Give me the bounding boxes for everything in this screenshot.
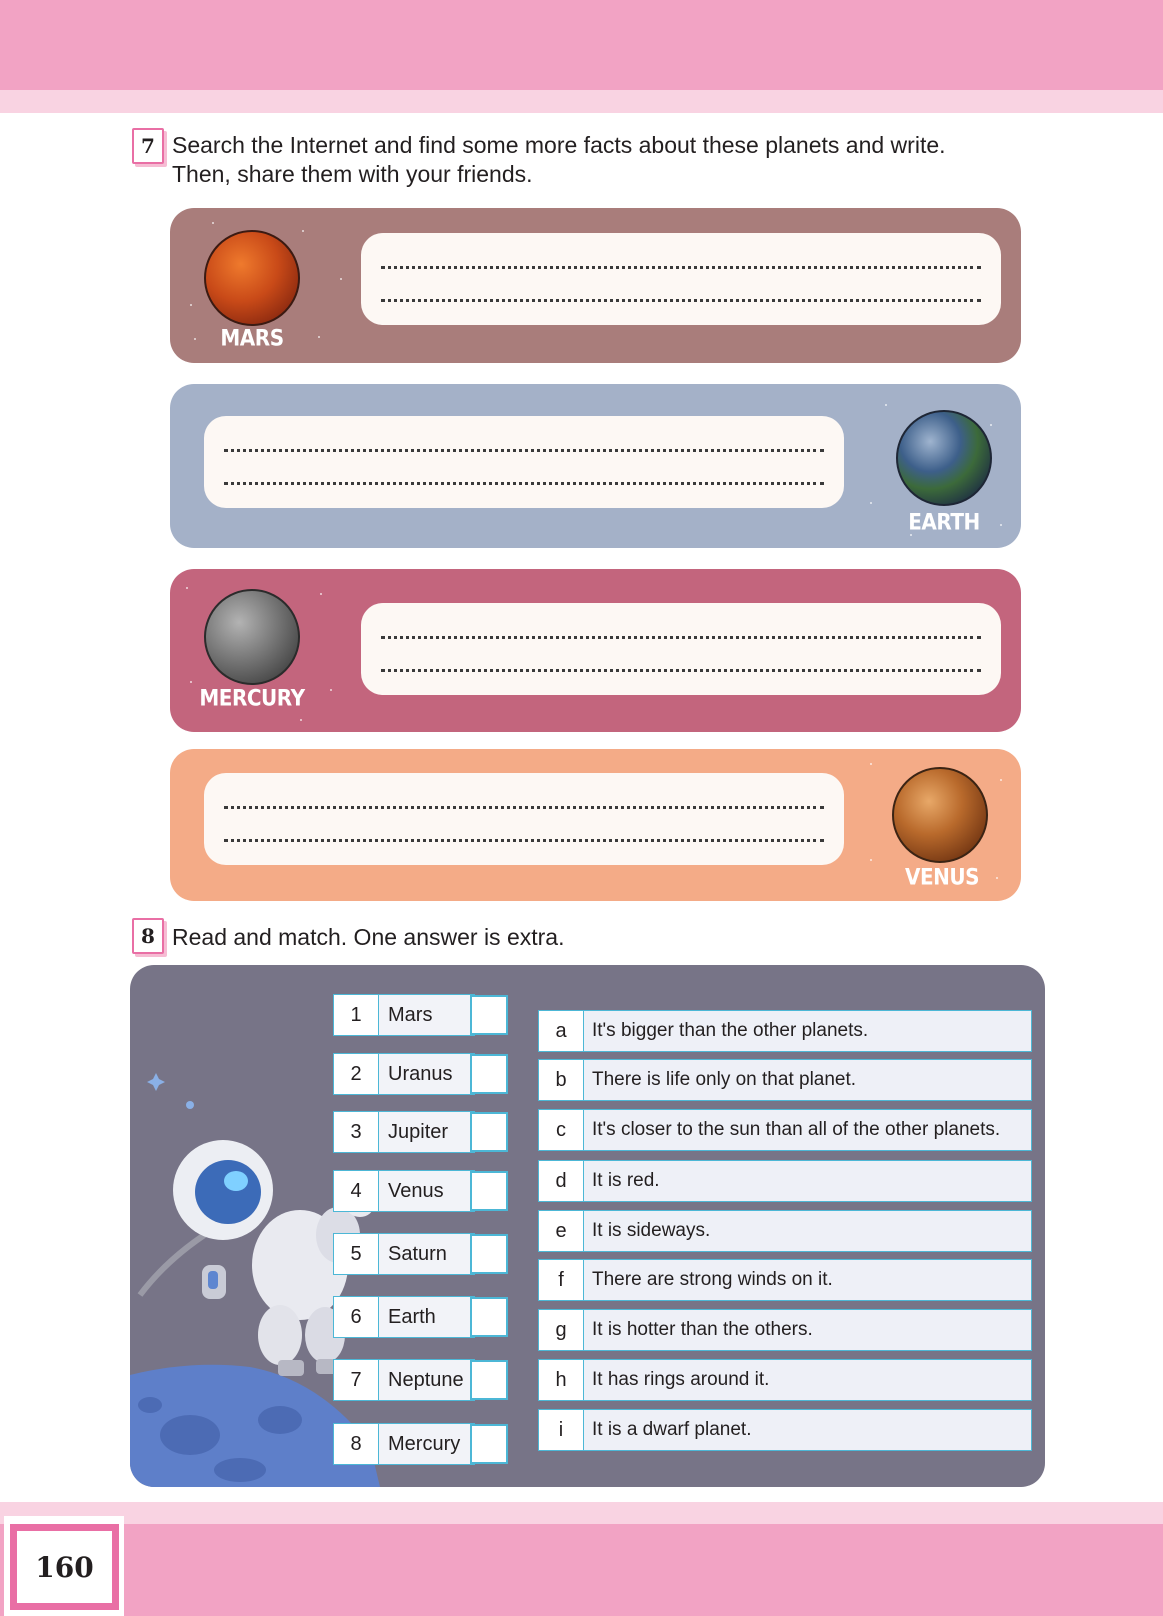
match-right-letter: d [538,1160,584,1202]
match-left-row-5 [333,1233,508,1275]
mars-planet-image [204,230,300,326]
match-answer-box-3[interactable] [470,1112,508,1152]
match-left-number: 3 [333,1111,379,1153]
mercury-planet-image [204,589,300,685]
match-right-letter: b [538,1059,584,1101]
match-left-name: Jupiter [379,1111,475,1153]
match-left-name: Uranus [379,1053,475,1095]
match-right-letter: h [538,1359,584,1401]
match-left-row-1 [333,994,508,1036]
match-left-number: 2 [333,1053,379,1095]
match-answer-box-4[interactable] [470,1171,508,1211]
header-band [0,0,1163,90]
match-left-row-6 [333,1296,508,1338]
earth-writing-area[interactable] [204,416,844,508]
exercise-7-instruction-line1: Search the Internet and find some more facts about these planets and write. [172,132,946,158]
header-stripe [0,90,1163,113]
match-answer-box-2[interactable] [470,1054,508,1094]
match-left-name: Earth [379,1296,475,1338]
footer-stripe [0,1502,1163,1524]
venus-planet-image [892,767,988,863]
match-left-number: 1 [333,994,379,1036]
match-answer-box-7[interactable] [470,1360,508,1400]
match-right-row-a [538,1010,1032,1052]
matching-panel [130,965,1045,1487]
match-right-row-g [538,1309,1032,1351]
match-right-row-c [538,1109,1032,1151]
match-left-name: Venus [379,1170,475,1212]
page-number: 160 [10,1524,119,1610]
exercise-7-number: 7 [132,128,164,164]
match-right-row-i [538,1409,1032,1451]
match-left-row-3 [333,1111,508,1153]
match-right-description: It is hotter than the others. [584,1309,1032,1351]
earth-label: EARTH [908,508,980,536]
match-left-name: Mercury [379,1423,475,1465]
match-right-letter: f [538,1259,584,1301]
match-right-row-d [538,1160,1032,1202]
mars-label: MARS [220,324,284,352]
match-right-description: It is red. [584,1160,1032,1202]
match-left-row-2 [333,1053,508,1095]
match-right-description: It's closer to the sun than all of the other planets. [584,1109,1032,1151]
match-left-number: 7 [333,1359,379,1401]
mars-card [170,208,1021,363]
mars-writing-area[interactable] [361,233,1001,325]
match-answer-box-6[interactable] [470,1297,508,1337]
earth-planet-image [896,410,992,506]
mercury-card [170,569,1021,732]
exercise-7-instruction-line2: Then, share them with your friends. [172,161,533,187]
match-right-description: There are strong winds on it. [584,1259,1032,1301]
match-right-letter: c [538,1109,584,1151]
match-answer-box-8[interactable] [470,1424,508,1464]
match-right-row-b [538,1059,1032,1101]
match-right-row-e [538,1210,1032,1252]
astronaut-illustration [130,965,460,1487]
match-answer-box-1[interactable] [470,995,508,1035]
match-right-description: It is sideways. [584,1210,1032,1252]
footer-band [0,1524,1163,1616]
match-right-row-f [538,1259,1032,1301]
exercise-8-instruction: Read and match. One answer is extra. [172,924,565,950]
match-right-letter: g [538,1309,584,1351]
match-right-row-h [538,1359,1032,1401]
match-right-description: It is a dwarf planet. [584,1409,1032,1451]
match-left-number: 4 [333,1170,379,1212]
match-right-letter: i [538,1409,584,1451]
venus-label: VENUS [904,863,980,891]
mercury-label: MERCURY [199,684,305,712]
match-answer-box-5[interactable] [470,1234,508,1274]
match-left-row-4 [333,1170,508,1212]
mercury-writing-area[interactable] [361,603,1001,695]
match-right-description: It has rings around it. [584,1359,1032,1401]
venus-card [170,749,1021,901]
match-left-name: Mars [379,994,475,1036]
match-right-description: There is life only on that planet. [584,1059,1032,1101]
match-left-number: 8 [333,1423,379,1465]
exercise-8-number: 8 [132,918,164,954]
match-right-letter: a [538,1010,584,1052]
match-left-name: Neptune [379,1359,475,1401]
earth-card [170,384,1021,548]
match-right-letter: e [538,1210,584,1252]
venus-writing-area[interactable] [204,773,844,865]
match-right-description: It's bigger than the other planets. [584,1010,1032,1052]
match-left-row-8 [333,1423,508,1465]
match-left-row-7 [333,1359,508,1401]
match-left-name: Saturn [379,1233,475,1275]
match-left-number: 5 [333,1233,379,1275]
match-left-number: 6 [333,1296,379,1338]
